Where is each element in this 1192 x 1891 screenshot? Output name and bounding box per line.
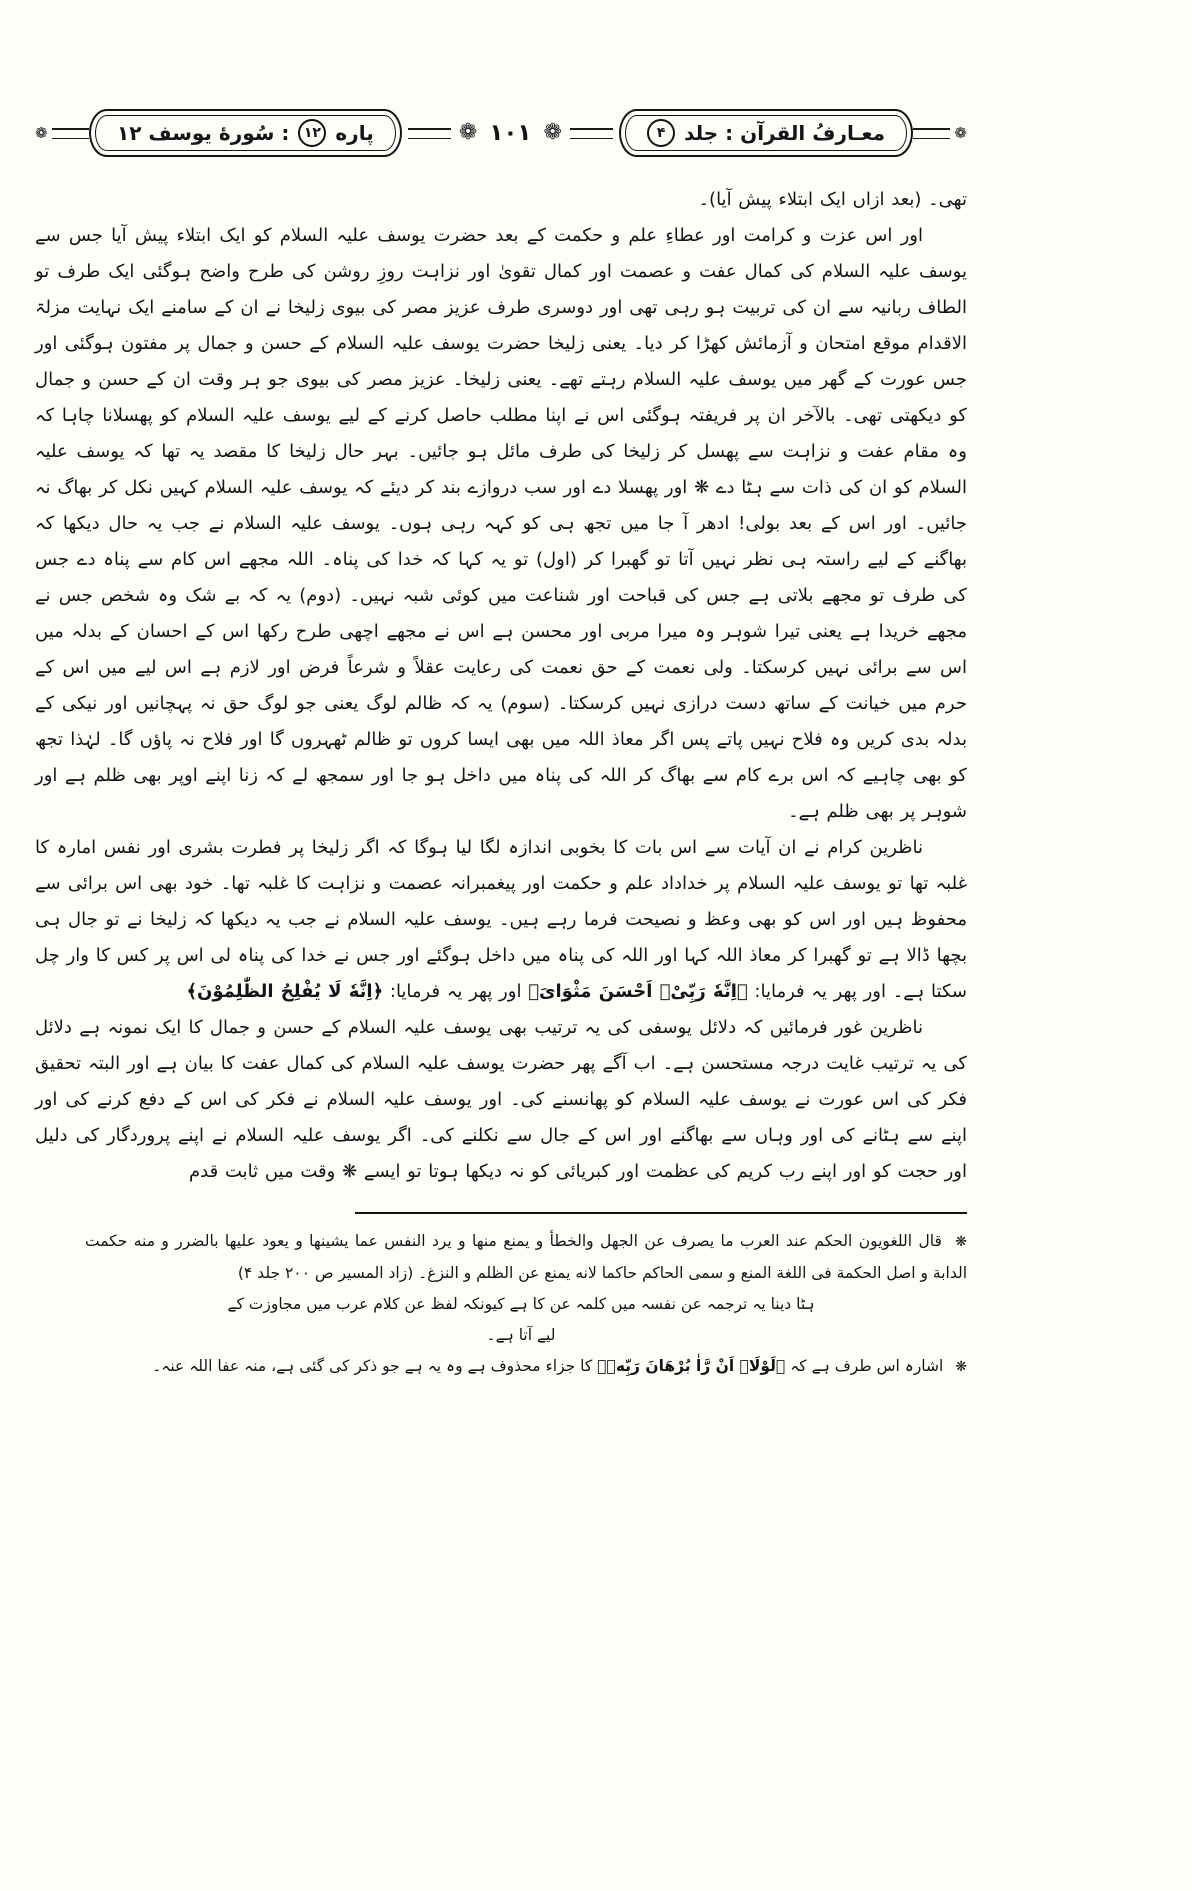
ornament-line (570, 128, 613, 139)
flower-ornament-icon: ❁ (954, 123, 967, 142)
page-number: ۱۰۱ (489, 120, 532, 146)
quran-quote-1: ﴿اِنَّهٗ رَبِّیْۤ اَحْسَنَ مَثْوَایَ﴾ (528, 981, 748, 1002)
footnote-star-icon: ❋ (955, 1234, 967, 1250)
footnote-1-text: قال اللغویون الحکم عند العرب ما یصرف عن الجهل والخطأ و یمنع منها و یرد النفس عما یشینها و یعود علیها بالضرر و منه حکمت الدابة و اصل الحکمة فی اللغة المنع و سمی الحاکم حاکما لانه یمنع عن الظلم و النزغ۔ (زاد المسیر ص ۲۰۰ جلد ۴) (85, 1232, 967, 1282)
paragraph-observers-text-1: ناظرین کرام نے ان آیات سے اس بات کا بخوبی اندازہ لگا لیا ہوگا کہ اگر زلیخا پر فطرت بشری اور نفس امارہ کا غلبہ تھا تو یوسف علیہ السلام پر خداداد علم و حکمت اور پیغمبرانہ عصمت و نزاہت کا غلبہ تھا۔ خود بھی اس برائی سے محفوظ ہیں اور اس کو بھی وعظ و نصیحت فرما رہے ہیں۔ یوسف علیہ السلام نے جب یہ دیکھا کہ زلیخا نے تو جال ہی بچھا ڈالا ہے تو گھبرا کر معاذ اللہ کہا اور اللہ کی پناہ میں داخل ہوگئے اور جس نے خدا کی پناہ لی اس پر کس کا وار چل سکتا ہے۔ اور پھر یہ فرمایا: (35, 837, 967, 1002)
page-content (35, 100, 967, 1383)
para-label: پاره (335, 121, 374, 145)
commentary-body (35, 182, 967, 1190)
footnote-2-quran-quote: ﴿لَوْلَاۤ اَنْ رَّاٰ بُرْهَانَ رَبِّهٖ﴾ (597, 1357, 786, 1375)
header-ornament-left (35, 123, 89, 142)
ornament-line (408, 128, 451, 139)
footnotes-section (35, 1212, 967, 1383)
flower-ornament-icon: ❁ (543, 120, 562, 145)
flower-ornament-icon: ❁ (35, 123, 48, 142)
flower-ornament-icon: ❁ (458, 120, 478, 145)
paragraph-observers-note (35, 830, 967, 1010)
volume-number-badge: ۴ (647, 119, 675, 147)
surah-label: : سُورهٔ یوسف ۱۲ (117, 121, 290, 145)
book-title-cartouche (619, 109, 913, 157)
ornament-line (913, 128, 950, 139)
footnote-1 (85, 1226, 967, 1289)
page-header-band (35, 100, 967, 166)
paragraph-continuation: تھی۔ (بعد ازاں ایک ابتلاء پیش آیا)۔ (698, 189, 967, 210)
paragraph-reflection: ناظرین غور فرمائیں کہ دلائل یوسفی کی یہ ترتیب بھی یوسف علیہ السلام کے حسن و جمال کا ایک نمونہ ہے دلائل کی یہ ترتیب غایت درجہ مستحسن ہے۔ اب آگے پھر حضرت یوسف علیہ السلام کی کمال عفت کا بیان ہے اور البتہ تحقیق فکر کی اس عورت نے یوسف علیہ السلام کو پھانسنے کی۔ اور یوسف علیہ السلام نے فکر کی اس کے دفع کرنے کی اور اپنے سے ہٹانے کی اور وہاں سے بھاگنے اور اس کے جال سے نکلنے کی۔ اگر یوسف علیہ السلام نے اپنے پروردگار کی دلیل اور حجت کو اور اپنے رب کریم کی عظمت اور کبریائی کو نہ دیکھا ہوتا تو ایسے ❋ وقت میں ثابت قدم (35, 1017, 967, 1182)
header-ornament-right (913, 123, 967, 142)
paragraph-observers-text-2: اور پھر یہ فرمایا: (389, 981, 522, 1002)
footnote-1-continuation: ہٹا دینا یہ ترجمہ عن نفسہ میں کلمہ عن کا ہے کیونکہ لفظ عن کلام عرب میں مجاوزت کے لیے آتا ہے۔ (227, 1295, 815, 1344)
para-number-badge: ۱۲ (298, 119, 326, 147)
header-center-ornament (402, 120, 619, 146)
book-title: معـارفُ القرآن : جلد (684, 121, 885, 145)
paragraph-trial-of-yusuf: اور اس عزت و کرامت اور عطاءِ علم و حکمت کے بعد حضرت یوسف علیہ السلام کو ایک ابتلاء پیش آیا جس سے یوسف علیہ السلام کی کمال عفت و عصمت اور کمال تقویٰ اور نزاہت روزِ روشن کی طرح واضح ہوگئی ایک طرف تو الطاف ربانیہ سے ان کی تربیت ہو رہی تھی اور دوسری طرف عزیز مصر کی بیوی زلیخا نے ان کے سامنے ایک نہایت مزلۃ الاقدام موقع امتحان و آزمائش کھڑا کر دیا۔ یعنی زلیخا حضرت یوسف علیہ السلام کے حسن و جمال پر مفتون ہوگئی اور جس عورت کے گھر میں یوسف علیہ السلام رہتے تھے۔ یعنی زلیخا۔ عزیز مصر کی بیوی جو ہر وقت ان کے حسن و جمال کو دیکھتی تھی۔ بالآخر ان پر فریفتہ ہوگئی اس نے اپنا مطلب حاصل کرنے کے لیے یوسف علیہ السلام کو پھسلانا چاہا کہ وہ مقام عفت و نزاہت سے پھسل کر زلیخا کی طرف مائل ہو جائیں۔ بہر حال زلیخا کا مقصد یہ تھا کہ یوسف علیہ السلام کو ان کی ذات سے ہٹا دے ❋ اور پھسلا دے اور سب دروازے بند کر دیئے کہ یوسف علیہ السلام کہیں نکل کر بھاگ نہ جائیں۔ اور اس کے بعد بولی! ادھر آ جا میں تجھ ہی کو کہہ رہی ہوں۔ یوسف علیہ السلام نے جب یہ حال دیکھا کہ بھاگنے کے لیے راستہ ہی نظر نہیں آتا تو گھبرا کر (اول) تو یہ کہا کہ خدا کی پناہ۔ اللہ مجھے اس کام سے پناہ دے جس کی طرف تو مجھے بلاتی ہے جس کی قباحت اور شناعت میں کوئی شبہ نہیں۔ (دوم) یہ کہ بے شک وہ شخص جس نے مجھے خریدا ہے یعنی تیرا شوہر وہ میرا مربی اور محسن ہے اس نے مجھے اچھی طرح رکھا اس کے احسان کے بدلہ میں اس سے برائی نہیں کرسکتا۔ ولی نعمت کے حق نعمت کی رعایت عقلاً و شرعاً فرض اور لازم ہے اس لیے میں اس کے حرم میں خیانت کے ساتھ دست درازی نہیں کرسکتا۔ (سوم) یہ کہ ظالم لوگ یعنی جو لوگ حق نہ پہچانیں اور نیکی کے بدلہ بدی کریں وہ فلاح نہیں پاتے پس اگر معاذ اللہ میں بھی ایسا کروں تو ظالم ٹھہروں گا اور فلاح نہ پاؤں گا۔ لہٰذا تجھ کو بھی چاہیے کہ اس برے کام سے بھاگ کر اللہ کی پناہ میں داخل ہو جا اور سمجھ لے کہ زنا اپنے اوپر بھی ظلم ہے اور شوہر پر بھی ظلم ہے۔ (35, 225, 967, 822)
footnote-star-icon: ❋ (955, 1359, 967, 1375)
footnote-2 (85, 1351, 967, 1383)
ornament-line (52, 128, 89, 139)
quran-quote-2: ﴿اِنَّهٗ لَا یُفْلِحُ الظّٰلِمُوْنَ﴾ (186, 981, 384, 1002)
para-surah-cartouche (89, 109, 402, 157)
footnote-2-text-1: اشارہ اس طرف ہے کہ (790, 1357, 944, 1375)
footnote-divider-rule (355, 1212, 967, 1214)
footnote-2-text-2: کا جزاء محذوف ہے وہ یہ ہے جو ذکر کی گئی ہے، منہ عفا اللہ عنہ۔ (152, 1357, 593, 1375)
